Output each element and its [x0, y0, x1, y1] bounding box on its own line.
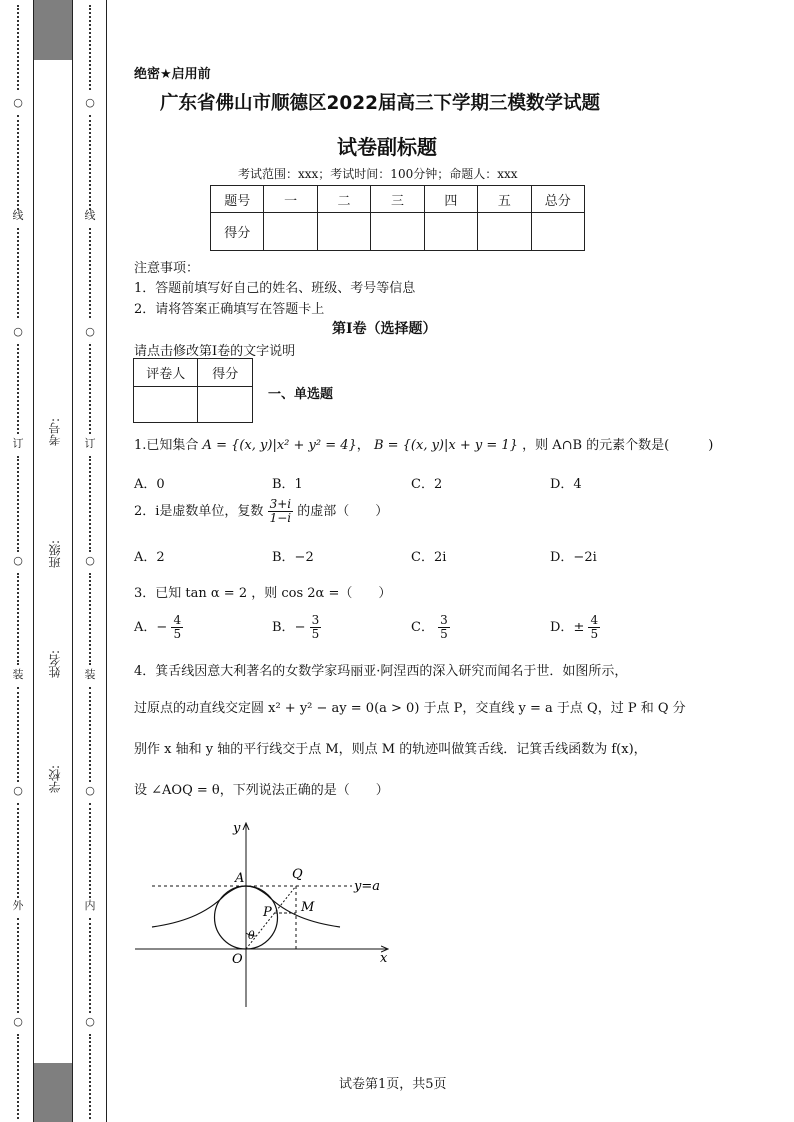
question-2 — [134, 498, 388, 525]
q1-option-a: A．0 — [134, 477, 165, 492]
label-m: M — [301, 900, 315, 915]
outer-mark: ○ — [13, 1015, 23, 1028]
grader-table — [133, 358, 253, 423]
label-y-equals-a: y=a — [354, 879, 380, 894]
outer-mark: ○ — [13, 554, 23, 567]
q3-option-b — [272, 614, 321, 641]
part-title: 一、单选题 — [268, 387, 334, 402]
q1-suffix: ，则 A∩B 的元素个数是( ) — [522, 438, 714, 453]
q3-option-a — [134, 614, 183, 641]
witch-of-agnesi-figure — [130, 815, 400, 1015]
section-title: 第I卷（选择题） — [332, 321, 437, 337]
school-label: 学校: — [48, 765, 62, 794]
inner-mark: 订 — [84, 437, 96, 450]
score-header: 一 — [264, 186, 317, 213]
score-header: 四 — [424, 186, 477, 213]
class-label: 班级: — [48, 540, 62, 569]
q3-option-d — [550, 614, 600, 641]
q1-option-b: B．1 — [272, 477, 303, 492]
score-header: 二 — [317, 186, 370, 213]
q2-option-b: B．−2 — [272, 550, 314, 565]
q2-frac-den: 1−i — [269, 511, 292, 525]
q2-prefix: 2．i是虚数单位，复数 — [134, 504, 264, 519]
outer-mark: ○ — [13, 96, 23, 109]
outer-seal-column — [8, 0, 28, 1122]
label-y: y — [233, 821, 241, 836]
score-cell — [424, 213, 477, 251]
q3-option-sign: − — [156, 620, 168, 635]
inner-seal-column — [80, 0, 100, 1122]
score-header: 总分 — [531, 186, 584, 213]
label-p: P — [263, 905, 272, 920]
gray-block-bottom — [34, 1063, 72, 1122]
q3-option-num: 4 — [590, 613, 599, 627]
q3-option-sign: ± — [573, 620, 585, 635]
q1-option-d: D．4 — [550, 477, 582, 492]
inner-mark: ○ — [85, 96, 95, 109]
q3-option-num: 3 — [440, 613, 448, 627]
q2-option-d: D．−2i — [550, 550, 597, 565]
label-a: A — [235, 871, 245, 886]
inner-mark: 线 — [84, 209, 96, 222]
q1-set-b: B = {(x, y)|x + y = 1} — [373, 438, 518, 453]
margin-line — [106, 0, 107, 1122]
q1-prefix: 1.已知集合 — [134, 438, 199, 453]
note-item: 2．请将答案正确填写在答题卡上 — [134, 302, 325, 317]
question-4-line: 设 ∠AOQ = θ，下列说法正确的是（ ） — [134, 783, 389, 798]
outer-mark: ○ — [13, 784, 23, 797]
inner-mark: ○ — [85, 554, 95, 567]
q3-option-c — [411, 614, 450, 641]
confidential-mark: 绝密★启用前 — [134, 67, 211, 82]
outer-mark: 线 — [12, 209, 24, 222]
note-item: 1．答题前填写好自己的姓名、班级、考号等信息 — [134, 281, 416, 296]
q3-option-label: A． — [134, 620, 157, 635]
margin-line — [33, 0, 34, 1122]
outer-mark: 装 — [12, 668, 24, 681]
q3-option-den: 5 — [590, 627, 599, 641]
q1-set-a: A = {(x, y)|x² + y² = 4} — [202, 438, 357, 453]
inner-mark: ○ — [85, 1015, 95, 1028]
question-4-line: 4．箕舌线因意大利著名的女数学家玛丽亚·阿涅西的深入研究而闻名于世．如图所示， — [134, 664, 628, 679]
inner-mark: 内 — [84, 899, 96, 912]
question-4-line: 别作 x 轴和 y 轴的平行线交于点 M，则点 M 的轨迹叫做箕舌线．记箕舌线函数为 f(x)， — [134, 742, 647, 757]
outer-mark: ○ — [13, 325, 23, 338]
section-hint: 请点击修改第I卷的文字说明 — [134, 344, 296, 359]
q3-option-num: 3 — [311, 613, 320, 627]
score-header: 五 — [478, 186, 531, 213]
q3-option-label: D． — [550, 620, 574, 635]
grader-cell — [134, 387, 198, 423]
notes-title: 注意事项： — [134, 261, 200, 276]
inner-mark: ○ — [85, 325, 95, 338]
q2-frac-num: 3+i — [269, 497, 292, 511]
label-theta: θ — [248, 929, 255, 942]
score-cell — [531, 213, 584, 251]
grader-header: 得分 — [198, 359, 253, 387]
exam-number-label: 考号: — [48, 418, 62, 447]
margin-line — [72, 0, 73, 1122]
score-cell — [371, 213, 424, 251]
q2-fraction — [268, 498, 294, 525]
page-subtitle: 试卷副标题 — [337, 135, 437, 159]
q3-option-den: 5 — [311, 627, 320, 641]
q3-option-num: 4 — [173, 613, 182, 627]
outer-mark: 订 — [12, 437, 24, 450]
score-cell — [478, 213, 531, 251]
score-cell — [317, 213, 370, 251]
question-3: 3．已知 tan α = 2 ，则 cos 2α =（ ） — [134, 586, 392, 601]
label-x: x — [380, 951, 388, 966]
label-o: O — [232, 952, 243, 967]
page-title: 广东省佛山市顺德区2022届高三下学期三模数学试题 — [160, 93, 600, 114]
exam-info: 考试范围：xxx；考试时间：100分钟；命题人：xxx — [238, 167, 518, 181]
question-4-line: 过原点的动直线交定圆 x² + y² − ay = 0(a > 0) 于点 P，交直线 y = a 于点 Q，过 P 和 Q 分 — [134, 701, 686, 716]
label-q: Q — [292, 867, 303, 882]
q3-option-den: 5 — [173, 627, 182, 641]
grader-header: 评卷人 — [134, 359, 198, 387]
score-row-label: 得分 — [211, 213, 264, 251]
page-footer: 试卷第1页，共5页 — [339, 1077, 447, 1092]
question-1: 1.已知集合 A = {(x, y)|x² + y² = 4}， B = {(x, y)|x + y = 1} ，则 A∩B 的元素个数是( ) — [134, 438, 714, 453]
name-label: 姓名: — [48, 650, 62, 679]
score-header: 题号 — [211, 186, 264, 213]
q3-option-label: B． — [272, 620, 295, 635]
q3-option-den: 5 — [440, 627, 448, 641]
q3-option-label: C． — [411, 620, 434, 635]
score-cell — [264, 213, 317, 251]
q1-option-c: C．2 — [411, 477, 443, 492]
gray-block-top — [34, 0, 72, 60]
q2-option-a: A．2 — [134, 550, 165, 565]
score-table — [210, 185, 585, 251]
grader-cell — [198, 387, 253, 423]
outer-mark: 外 — [12, 899, 24, 912]
score-header: 三 — [371, 186, 424, 213]
inner-mark: 装 — [84, 668, 96, 681]
q2-option-c: C．2i — [411, 550, 447, 565]
inner-mark: ○ — [85, 784, 95, 797]
q3-option-sign: − — [294, 620, 306, 635]
q2-suffix: 的虚部（ ） — [297, 504, 389, 519]
